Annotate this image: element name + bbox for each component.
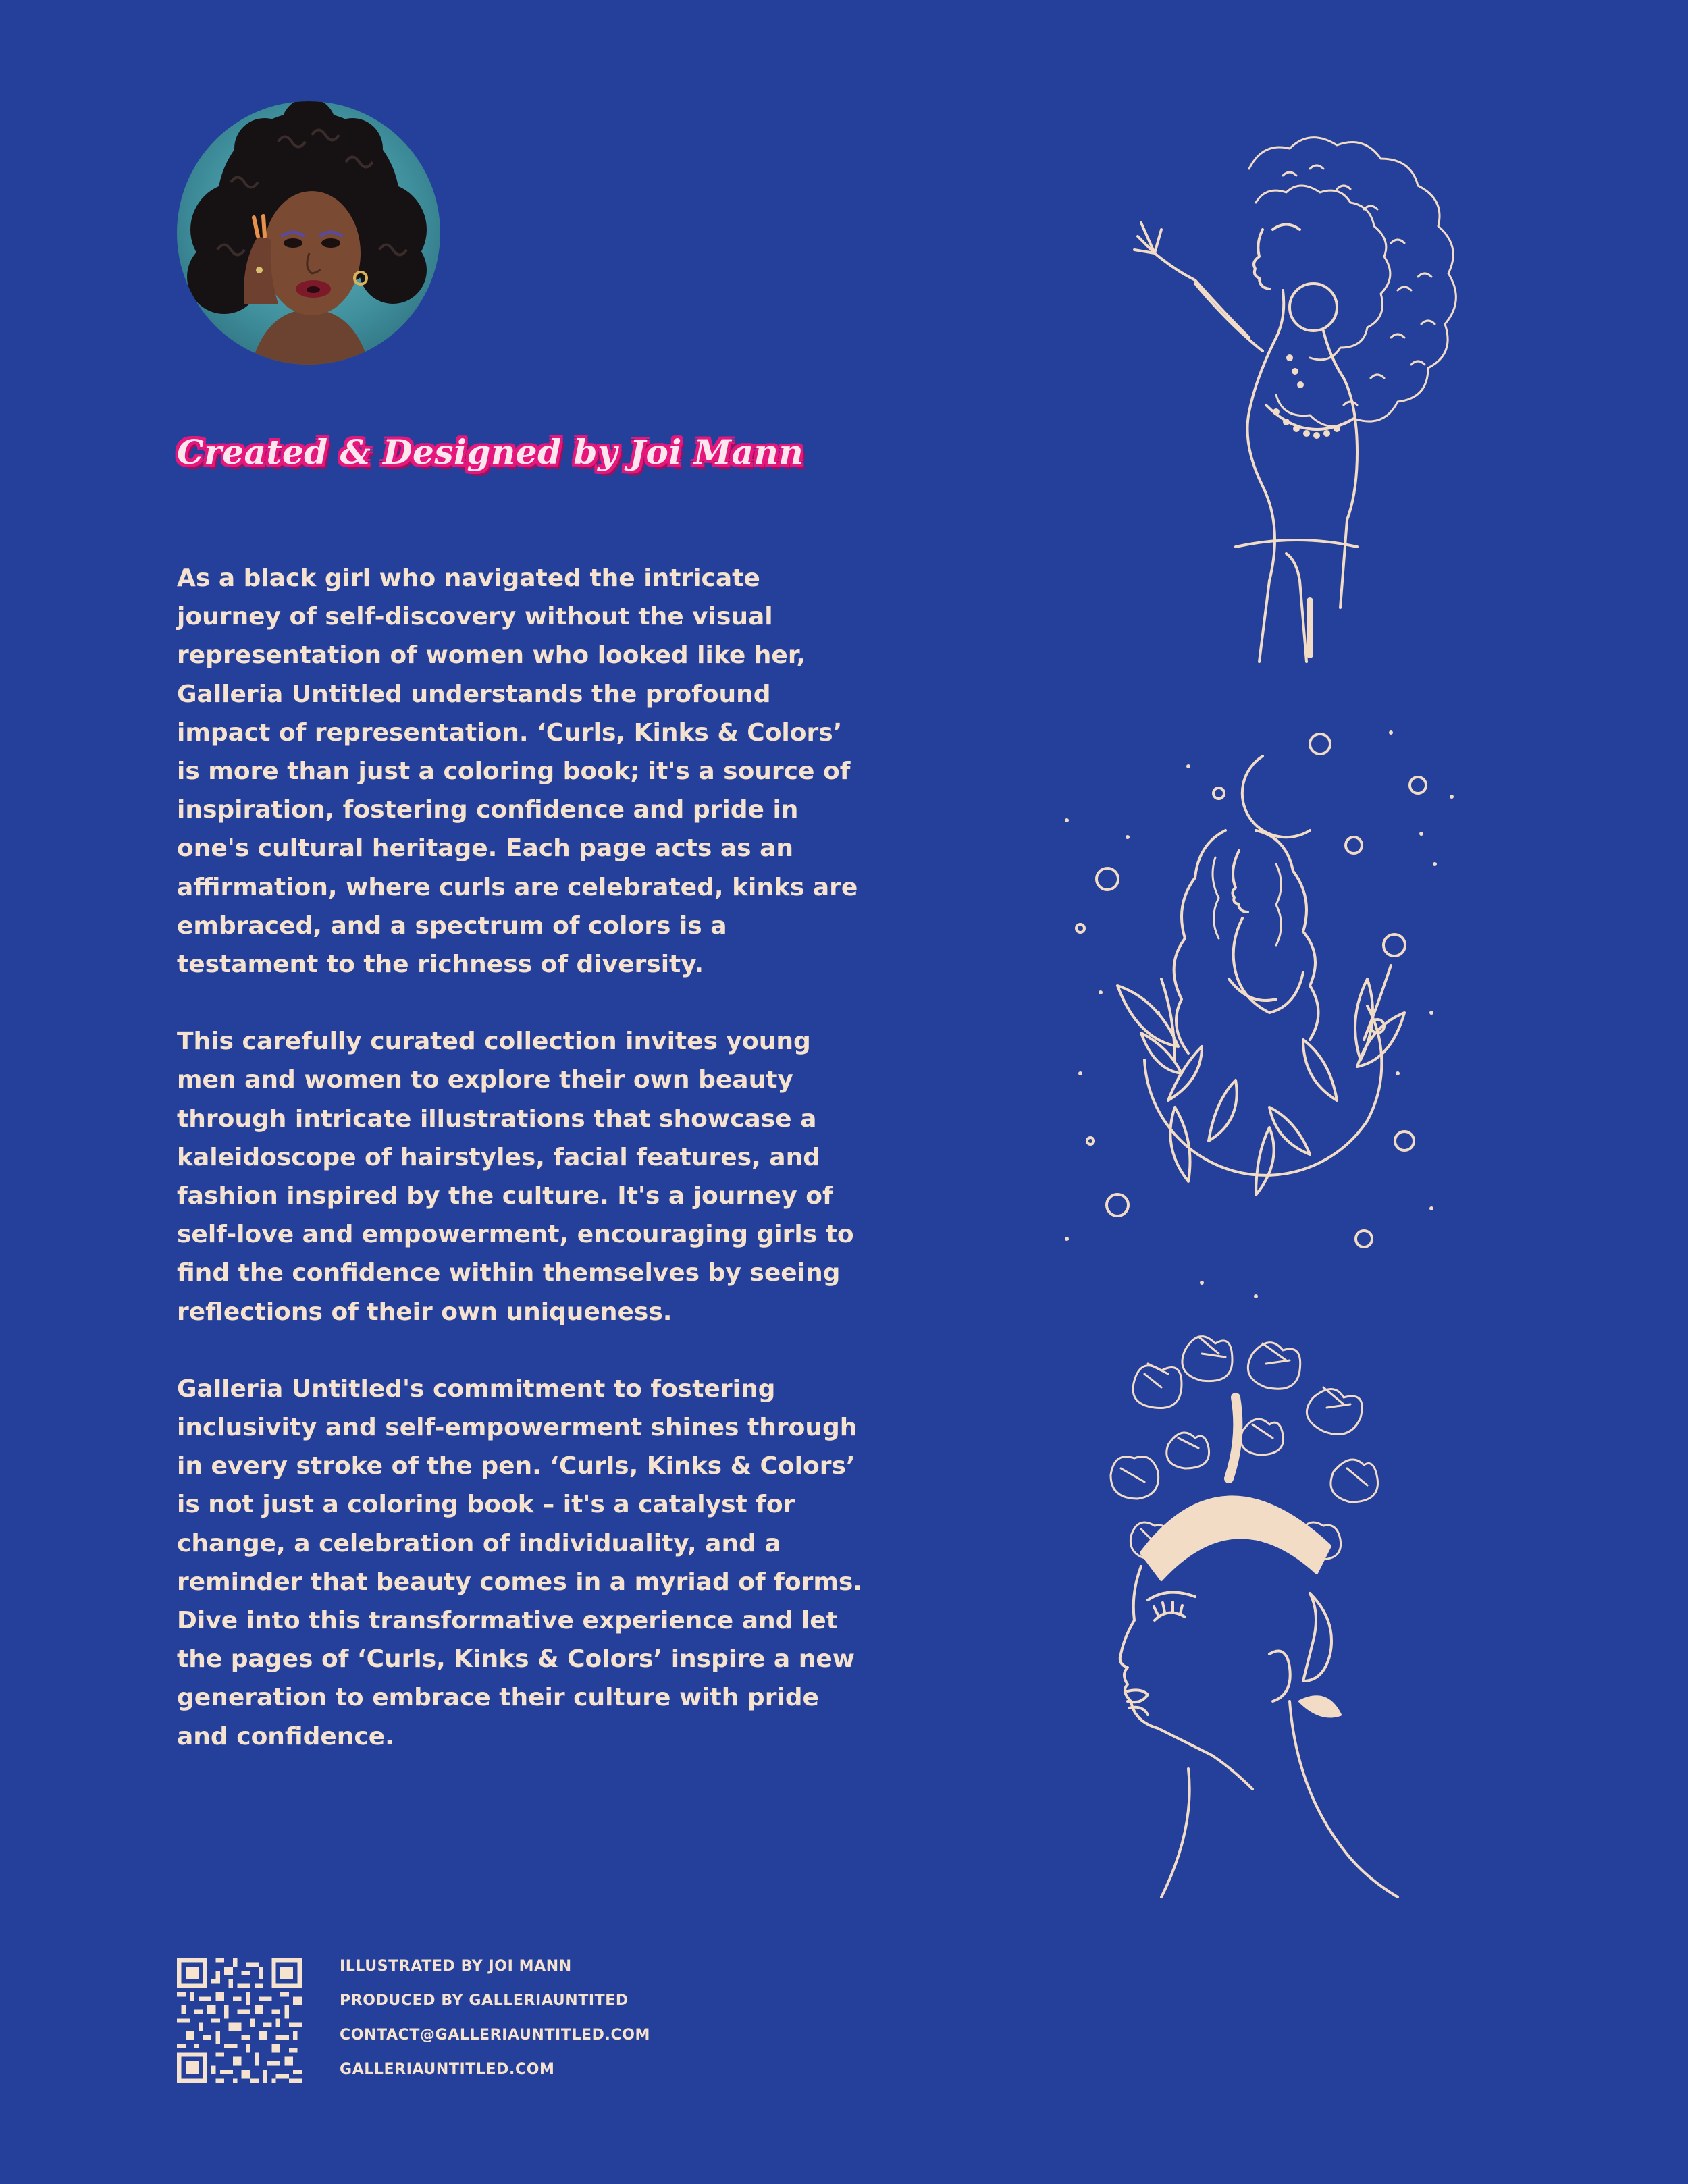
creator-credit-heading: Created & Designed by Joi Mann: [177, 432, 804, 472]
contact-email-link[interactable]: CONTACT@GALLERIAUNTITLED.COM: [340, 2027, 651, 2044]
bantu-knots-woman-line-art-icon: [1080, 1323, 1418, 1897]
website-link[interactable]: GALLERIAUNTITLED.COM: [340, 2061, 555, 2078]
qr-code-icon[interactable]: [177, 1958, 302, 2083]
producer-credit: PRODUCED BY GALLERIAUNTITED: [340, 1992, 629, 2009]
description-paragraph-2: This carefully curated collection invites young men and women to explore their own beauty through intricate illustrations that showcase a kaleidoscope of hairstyles, facial features, and fashion inspired by the culture. It's a journey of self-love and empowerment, encouraging girls to find the confidence within themselves by seeing reflections of their own uniqueness.: [177, 1028, 854, 1326]
description-body: [177, 559, 872, 1794]
illustrator-credit: ILLUSTRATED BY JOI MANN: [340, 1958, 572, 1975]
description-paragraph-3: Galleria Untitled's commitment to fostering inclusivity and self-empowerment shines through in every stroke of the pen. ‘Curls, Kinks & Colors’ is not just a coloring book – it's a catalyst for change, a celebration of individuality, and a reminder that beauty comes in a myriad of forms. Dive into this transformative experience and let the pages of ‘Curls, Kinks & Colors’ inspire a new generation to embrace their culture with pride and confidence.: [177, 1375, 862, 1751]
afro-woman-line-art-icon: [1080, 128, 1519, 662]
description-paragraph-1: As a black girl who navigated the intricate journey of self-discovery without the visual representation of women who looked like her, Galleria Untitled understands the profound impact of representation. ‘Curls, Kinks & Colors’ is more than just a coloring book; it's a source of inspiration, fostering confidence and pride in one's cultural heritage. Each page acts as an affirmation, where curls are celebrated, kinks are embraced, and a spectrum of colors is a testament to the richness of diversity.: [177, 564, 858, 979]
portrait-photo-icon: [177, 101, 440, 365]
moon-woman-circle-line-art-icon: [1053, 722, 1458, 1296]
footer-credits: [340, 1955, 650, 2093]
